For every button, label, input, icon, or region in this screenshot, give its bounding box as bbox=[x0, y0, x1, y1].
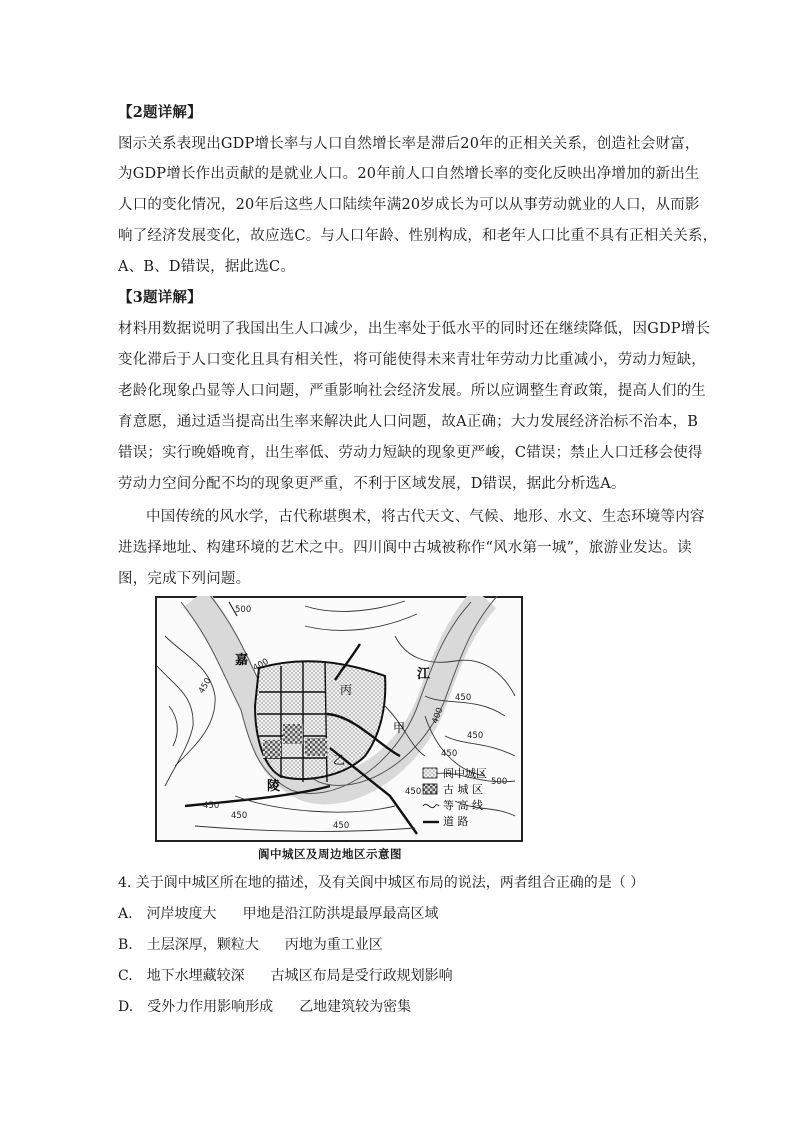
q2-line-1: 图示关系表现出GDP增长率与人口自然增长率是滞后20年的正相关关系，创造社会财富， bbox=[118, 136, 700, 152]
contour-label: 450 bbox=[455, 693, 472, 703]
option-part-b: 甲地是沿江防洪堤最厚最高区域 bbox=[242, 906, 439, 922]
q2-line-4: 响了经济发展变化，故应选C。与人口年龄、性别构成，和老年人口比重不具有正相关关系， bbox=[118, 228, 718, 244]
legend-label-contour: 等 高 线 bbox=[443, 799, 483, 812]
q4-stem: 4. 关于阆中城区所在地的描述，及有关阆中城区布局的说法，两者组合正确的是（ ） bbox=[118, 875, 645, 891]
q4-option-d bbox=[118, 997, 411, 1017]
q3-line-1: 材料用数据说明了我国出生人口减少，出生率处于低水平的同时还在继续降低，因GDP增长 bbox=[118, 321, 711, 337]
q2-line-3: 人口的变化情况，20年后这些人口陆续年满20岁成长为可以从事劳动就业的人口，从而影 bbox=[118, 197, 700, 213]
contour-label: 450 bbox=[441, 749, 458, 759]
contour-label: 450 bbox=[333, 821, 350, 831]
option-letter: C. bbox=[118, 968, 133, 984]
option-part-a: 土层深厚，颗粒大 bbox=[146, 937, 259, 953]
contour-label: 450 bbox=[467, 731, 484, 741]
map-figure bbox=[155, 596, 523, 842]
contour-label: 450 bbox=[203, 801, 220, 811]
dotted-area-icon bbox=[423, 768, 437, 778]
option-part-b: 古城区布局是受行政规划影响 bbox=[270, 968, 453, 984]
option-letter: A. bbox=[118, 906, 133, 922]
intro-line-1: 中国传统的风水学，古代称堪舆术，将古代天文、气候、地形、水文、生态环境等内容 bbox=[146, 509, 705, 525]
option-part-b: 丙地为重工业区 bbox=[284, 937, 383, 953]
legend-label-urban: 阆中城区 bbox=[443, 767, 487, 780]
place-label-bing: 丙 bbox=[340, 683, 353, 697]
option-part-b: 乙地建筑较为密集 bbox=[299, 999, 412, 1015]
contour-label: 500 bbox=[491, 777, 508, 787]
q4-option-a bbox=[118, 904, 439, 924]
contour-label: 500 bbox=[235, 605, 252, 615]
q3-line-2: 变化滞后于人口变化且具有相关性，将可能使得未来青壮年劳动力比重减小，劳动力短缺， bbox=[118, 352, 706, 368]
q4-option-b bbox=[118, 935, 383, 955]
contour-label: 400 bbox=[251, 656, 271, 674]
map-svg bbox=[155, 596, 523, 842]
option-letter: D. bbox=[118, 999, 134, 1015]
q2-line-5: A、B、D错误，据此选C。 bbox=[118, 259, 295, 275]
q3-line-3: 老龄化现象凸显等人口问题，严重影响社会经济发展。所以应调整生育政策，提高人们的生 bbox=[118, 383, 706, 399]
intro-line-3: 图，完成下列问题。 bbox=[118, 571, 251, 587]
old-town-block-3 bbox=[263, 740, 281, 758]
q3-line-4: 育意愿，通过适当提高出生率来解决此人口问题，故A正确；大力发展经济治标不治本，B bbox=[118, 414, 699, 430]
river-label-ling: 陵 bbox=[267, 779, 281, 794]
option-part-a: 地下水埋藏较深 bbox=[146, 968, 245, 984]
q2-line-2: 为GDP增长作出贡献的是就业人口。20年前人口自然增长率的变化反映出净增加的新出生 bbox=[118, 166, 700, 182]
legend-label-oldtown: 古 城 区 bbox=[443, 783, 483, 796]
q3-line-5: 错误；实行晚婚晚育，出生率低、劳动力短缺的现象更严峻，C错误；禁止人口迁移会使得 bbox=[118, 445, 703, 461]
river-label-jia: 嘉 bbox=[235, 653, 249, 668]
old-town-block-2 bbox=[305, 738, 327, 756]
q3-line-6: 劳动力空间分配不均的现象更严重，不利于区域发展，D错误，据此分析选A。 bbox=[118, 476, 626, 492]
old-town-block-1 bbox=[283, 724, 303, 744]
q2-heading: 【2题详解】 bbox=[118, 104, 202, 121]
map-caption: 阆中城区及周边地区示意图 bbox=[258, 847, 402, 861]
intro-line-2: 进选择地址、构建环境的艺术之中。四川阆中古城被称作“风水第一城”，旅游业发达。读 bbox=[118, 540, 692, 556]
contour-label: 450 bbox=[231, 811, 248, 821]
q3-heading: 【3题详解】 bbox=[118, 289, 202, 306]
option-letter: B. bbox=[118, 937, 133, 953]
option-part-a: 河岸坡度大 bbox=[146, 906, 217, 922]
place-label-jia: 甲 bbox=[393, 721, 406, 735]
contour-label: 400 bbox=[430, 706, 446, 726]
checker-area-icon bbox=[423, 784, 437, 794]
river-label-jiang: 江 bbox=[417, 667, 431, 682]
option-part-a: 受外力作用影响形成 bbox=[147, 999, 274, 1015]
q4-option-c bbox=[118, 966, 453, 986]
place-label-yi: 乙 bbox=[333, 753, 346, 767]
contour-label: 450 bbox=[196, 676, 214, 696]
legend-label-road: 道 路 bbox=[443, 815, 469, 828]
contour-label: 450 bbox=[405, 787, 422, 797]
